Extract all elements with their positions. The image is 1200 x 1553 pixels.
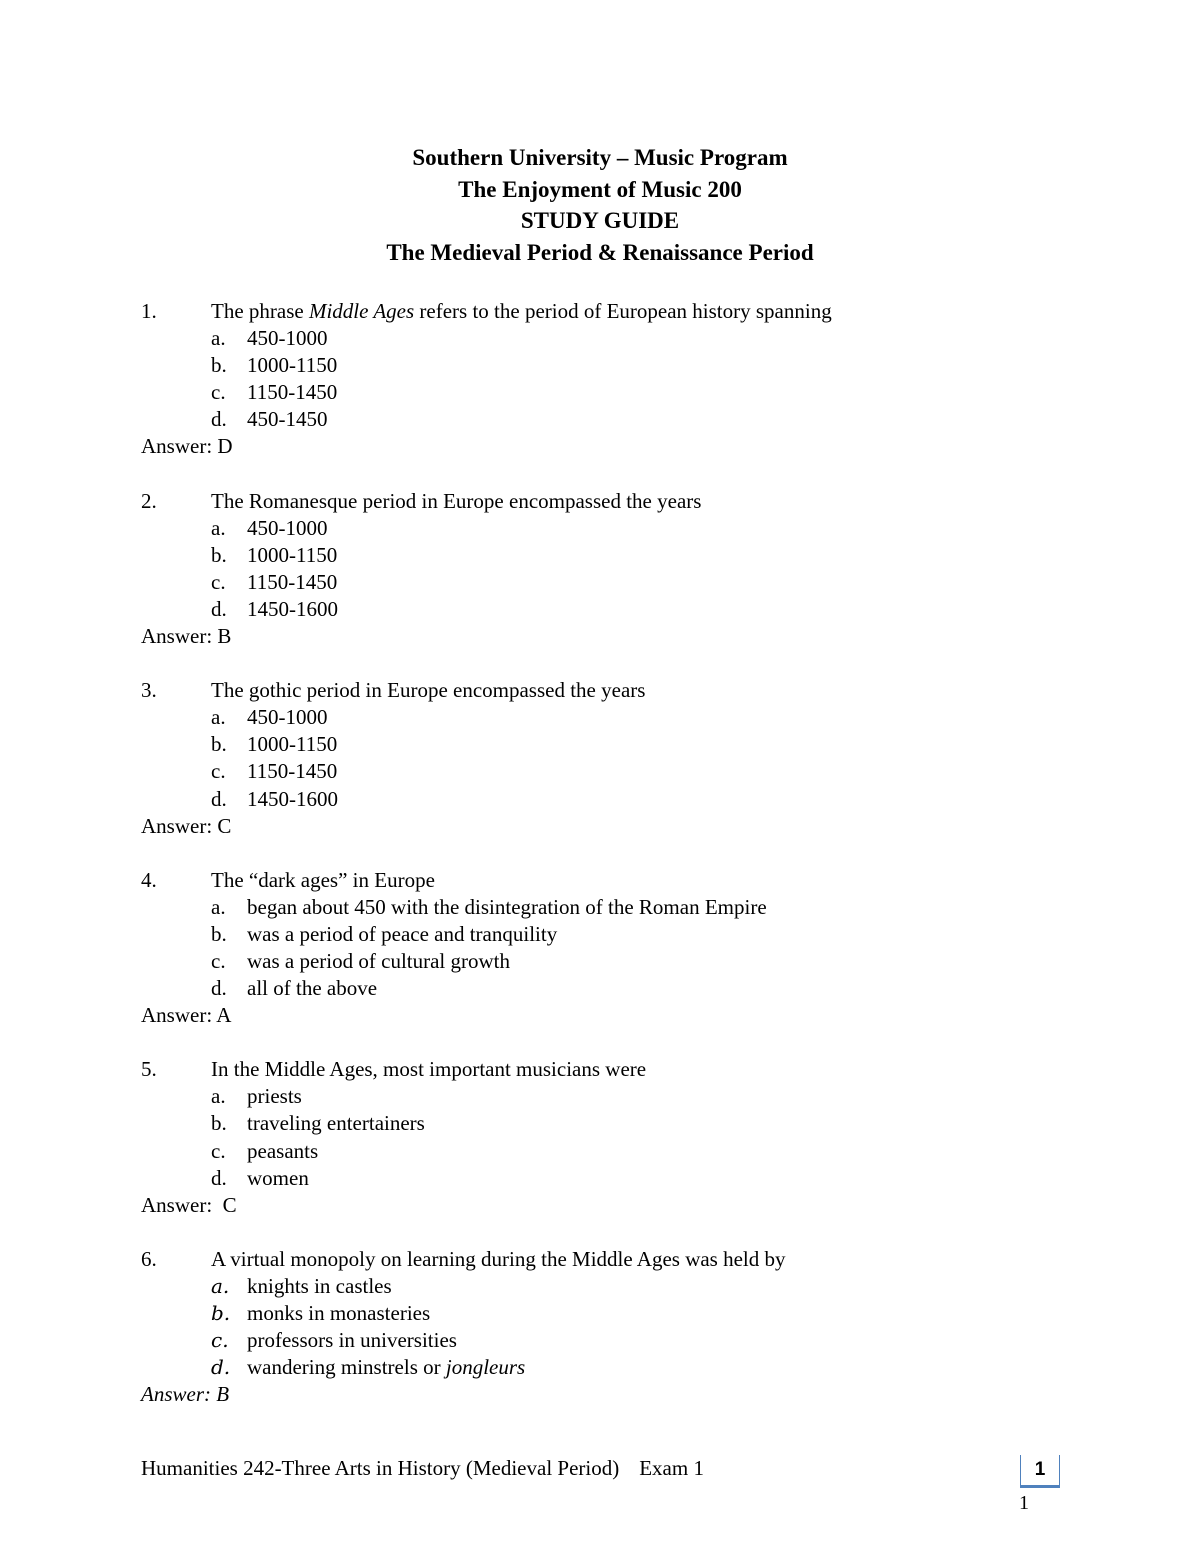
page-number: 1 [1019, 1492, 1029, 1514]
option-letter: b. [211, 1301, 231, 1325]
question-stem [141, 1246, 1101, 1273]
option-a [141, 894, 1101, 921]
header-course: The Enjoyment of Music 200 [458, 176, 742, 202]
option-letter: a. [211, 515, 226, 540]
page-footer [141, 1456, 704, 1481]
question-stem [141, 1056, 1101, 1083]
option-text: 450-1000 [247, 515, 328, 540]
option-letter: a. [211, 1273, 230, 1298]
question-number: 1. [141, 299, 157, 323]
option-letter: a. [211, 326, 226, 351]
question-stem [141, 867, 1101, 894]
question-stem [141, 677, 1101, 704]
option-letter: d. [211, 786, 227, 811]
question-text [211, 298, 832, 325]
option-letter: d. [211, 976, 227, 1001]
page-number-box: 1 [1020, 1455, 1060, 1488]
option-b [141, 542, 1101, 569]
question-text: The Romanesque period in Europe encompassed the years [211, 488, 702, 513]
document-header [0, 142, 1200, 268]
option-b [141, 352, 1101, 379]
question-list [141, 298, 1101, 1435]
option-text-part: wandering minstrels or [247, 1355, 446, 1380]
question-5 [141, 1056, 1101, 1219]
question-text: In the Middle Ages, most important musicians were [211, 1057, 647, 1082]
answer-line: Answer: D [141, 434, 233, 459]
option-b [141, 1300, 1101, 1327]
option-d [141, 596, 1101, 623]
header-university: Southern University – Music Program [412, 145, 788, 170]
option-text: 450-1000 [247, 705, 328, 730]
option-letter: c. [211, 380, 226, 405]
answer-line: Answer: B [141, 1382, 230, 1407]
option-text: 1150-1450 [247, 759, 338, 784]
header-study-guide: STUDY GUIDE [520, 208, 680, 233]
option-text: knights in castles [247, 1273, 392, 1298]
option-c [141, 1327, 1101, 1354]
option-a [141, 1273, 1101, 1300]
option-d [141, 1165, 1101, 1192]
option-d [141, 406, 1101, 433]
question-text: The gothic period in Europe encompassed the years [211, 678, 646, 703]
question-3 [141, 677, 1101, 840]
option-text: traveling entertainers [247, 1111, 425, 1136]
option-d [141, 1354, 1101, 1381]
answer-line: Answer: C [141, 813, 232, 838]
option-d [141, 975, 1101, 1002]
option-a [141, 704, 1101, 731]
option-letter: c. [211, 759, 226, 784]
question-number: 5. [141, 1057, 157, 1082]
option-text: all of the above [247, 976, 378, 1001]
option-text: 1450-1600 [247, 786, 338, 811]
question-stem [141, 298, 1101, 325]
option-text: 450-1450 [247, 407, 328, 432]
option-letter: b. [211, 921, 227, 946]
option-c [141, 569, 1101, 596]
option-letter: d. [211, 1355, 231, 1380]
option-d [141, 786, 1101, 813]
option-letter: b. [211, 542, 227, 567]
option-letter: d. [211, 596, 227, 621]
option-text [247, 1354, 525, 1381]
question-number: 6. [141, 1246, 157, 1271]
option-letter: a. [211, 705, 226, 730]
option-b [141, 1110, 1101, 1137]
option-text: 1150-1450 [247, 569, 338, 594]
answer-line: Answer: C [141, 1192, 237, 1217]
question-text: A virtual monopoly on learning during the Middle Ages was held by [211, 1246, 786, 1271]
option-c [141, 1138, 1101, 1165]
option-text: was a period of peace and tranquility [247, 921, 558, 946]
option-text: began about 450 with the disintegration of the Roman Empire [247, 894, 767, 919]
option-text: 1000-1150 [247, 732, 338, 757]
option-text: women [247, 1165, 309, 1190]
header-topic: The Medieval Period & Renaissance Period [386, 239, 814, 265]
question-text-part: The phrase [211, 299, 309, 323]
option-text: peasants [247, 1138, 319, 1163]
option-letter: c. [211, 1328, 229, 1353]
option-letter: c. [211, 569, 226, 594]
question-2 [141, 488, 1101, 651]
question-number: 3. [141, 678, 157, 703]
question-4 [141, 867, 1101, 1030]
option-letter: b. [211, 1111, 227, 1136]
question-1 [141, 298, 1101, 461]
option-text: professors in universities [247, 1328, 457, 1353]
footer-exam-label: Exam 1 [639, 1456, 704, 1480]
option-letter: c. [211, 1138, 226, 1163]
option-letter: c. [211, 948, 226, 973]
question-number: 2. [141, 488, 157, 513]
option-a [141, 1083, 1101, 1110]
option-text: priests [247, 1084, 302, 1109]
option-b [141, 731, 1101, 758]
option-c [141, 948, 1101, 975]
option-text: monks in monasteries [247, 1301, 431, 1325]
option-text: 1450-1600 [247, 596, 338, 621]
footer-course-title: Humanities 242-Three Arts in History (Medieval Period) [141, 1456, 620, 1480]
option-text: 450-1000 [247, 326, 328, 351]
question-text-part: refers to the period of European history spanning [414, 299, 832, 323]
option-letter: d. [211, 407, 227, 432]
option-text: 1000-1150 [247, 353, 338, 378]
question-6 [141, 1246, 1101, 1409]
option-text: was a period of cultural growth [247, 948, 511, 973]
option-letter: a. [211, 894, 226, 919]
option-letter: b. [211, 732, 227, 757]
option-letter: b. [211, 353, 227, 378]
option-text: 1150-1450 [247, 380, 338, 405]
option-a [141, 515, 1101, 542]
option-b [141, 921, 1101, 948]
option-letter: a. [211, 1084, 226, 1109]
option-text-italic: jongleurs [445, 1355, 526, 1380]
answer-line: Answer: A [141, 1003, 232, 1028]
question-text-italic: Middle Ages [308, 299, 415, 323]
option-c [141, 379, 1101, 406]
question-stem [141, 488, 1101, 515]
option-letter: d. [211, 1165, 227, 1190]
question-number: 4. [141, 867, 157, 892]
answer-line: Answer: B [141, 624, 232, 649]
question-text: The “dark ages” in Europe [211, 867, 435, 892]
option-a [141, 325, 1101, 352]
option-text: 1000-1150 [247, 542, 338, 567]
option-c [141, 758, 1101, 785]
